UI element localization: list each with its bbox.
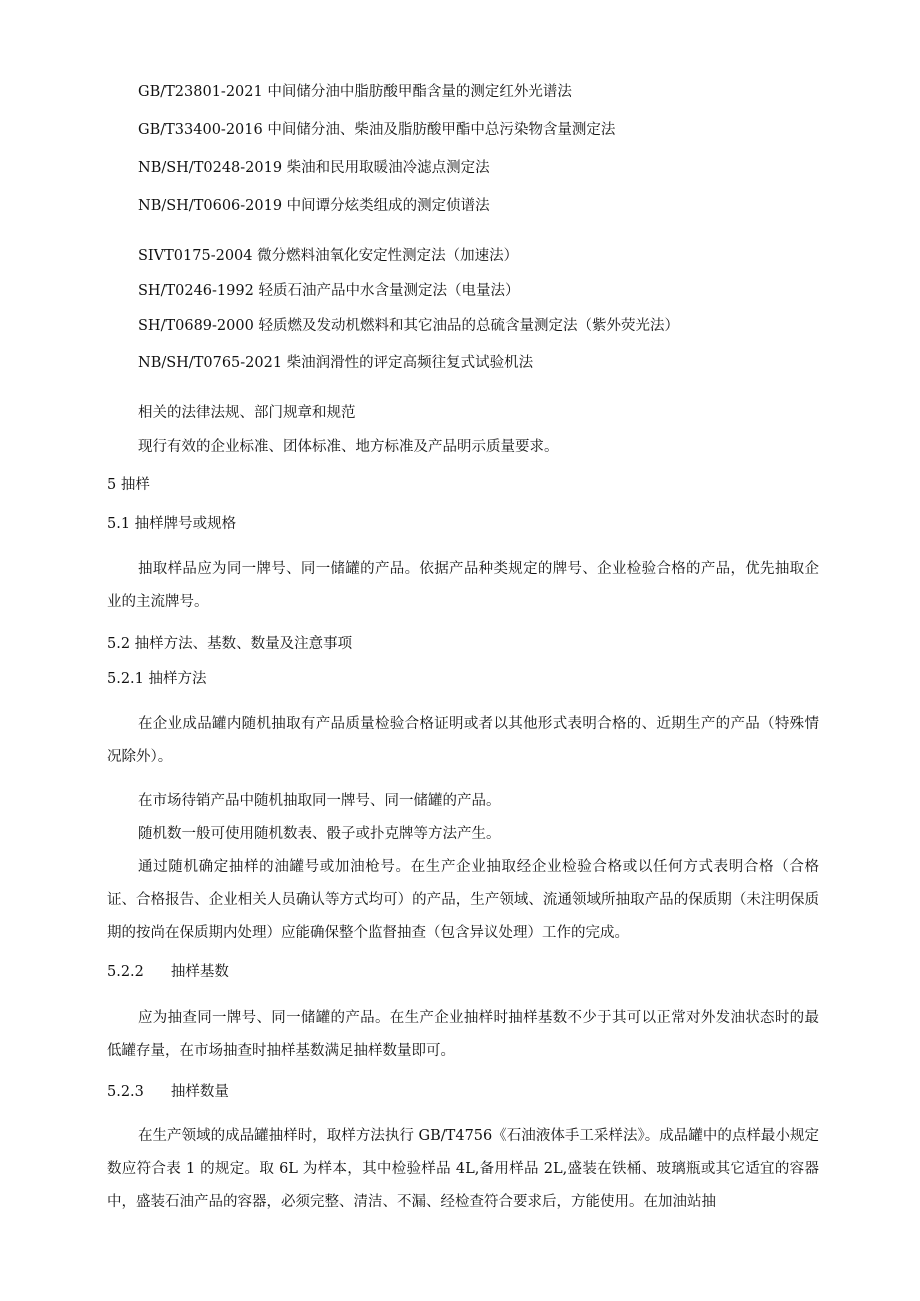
section-5-2-title: 5.2 抽样方法、基数、数量及注意事项 (107, 636, 353, 652)
paragraph-text: 抽取样品应为同一牌号、同一储罐的产品。依据产品种类规定的牌号、企业检验合格的产品，优先抽取企业的主流牌号。 (107, 561, 819, 610)
section-5-2-2-paragraph (107, 1002, 819, 1068)
section-5-title: 5 抽样 (107, 477, 150, 493)
reference-standard: NB/SH/T0765-2021 柴油润滑性的评定高频往复式试验机法 (138, 355, 534, 371)
paragraph-text: 随机数一般可使用随机数表、骰子或扑克牌等方法产生。 (138, 826, 501, 842)
reference-standard: NB/SH/T0248-2019 柴油和民用取暖油冷滤点测定法 (138, 160, 490, 176)
section-5-2-1-title: 5.2.1 抽样方法 (107, 671, 207, 687)
reference-standard: SH/T0689-2000 轻质燃及发动机燃料和其它油品的总硫含量测定法（紫外荧光法） (138, 318, 679, 334)
section-heading: 抽样基数 (170, 964, 229, 980)
reference-standard: GB/T23801-2021 中间储分油中脂肪酸甲酯含量的测定红外光谱法 (138, 84, 572, 100)
laws-line: 相关的法律法规、部门规章和规范 (138, 405, 356, 421)
paragraph-text: 在企业成品罐内随机抽取有产品质量检验合格证明或者以其他形式表明合格的、近期生产的产品（特殊情况除外）。 (107, 716, 819, 765)
section-5-2-2-title (107, 960, 229, 981)
paragraph-text: 应为抽查同一牌号、同一储罐的产品。在生产企业抽样时抽样基数不少于其可以正常对外发油状态时的最低罐存量，在市场抽查时抽样基数满足抽样数量即可。 (107, 1010, 819, 1059)
paragraph-text: 在生产领域的成品罐抽样时，取样方法执行 GB/T4756《石油液体手工采样法》。成品罐中的点样最小规定数应符合表 1 的规定。取 6L 为样本，其中检验样品 4L,备用样品 2L,盛装在铁桶、玻璃瓶或其它适宜的容器中，盛装石油产品的容器，必须完整、清洁、不漏、经检查符合要求后，方能使用。在加油站抽 (107, 1128, 819, 1210)
reference-standard: NB/SH/T0606-2019 中间谭分炫类组成的测定侦谱法 (138, 198, 490, 214)
paragraph-text: 通过随机确定抽样的油罐号或加油枪号。在生产企业抽取经企业检验合格或以任何方式表明合格（合格证、合格报告、企业相关人员确认等方式均可）的产品，生产领域、流通领域所抽取产品的保质期（未注明保质期的按尚在保质期内处理）应能确保整个监督抽查（包含异议处理）工作的完成。 (107, 859, 819, 941)
section-5-2-3-paragraph (107, 1120, 819, 1219)
reference-standard: GB/T33400-2016 中间储分油、柴油及脂肪酸甲酯中总污染物含量测定法 (138, 122, 616, 138)
section-5-2-1-paragraph (107, 818, 819, 851)
section-5-2-1-paragraph (107, 708, 819, 774)
section-heading: 抽样数量 (170, 1084, 229, 1100)
section-5-2-1-paragraph (107, 785, 819, 818)
section-5-2-1-paragraph (107, 851, 819, 950)
section-5-1-title: 5.1 抽样牌号或规格 (107, 516, 237, 532)
reference-standard: SH/T0246-1992 轻质石油产品中水含量测定法（电量法） (138, 283, 520, 299)
section-5-1-paragraph (107, 553, 819, 619)
standards-line: 现行有效的企业标准、团体标准、地方标准及产品明示质量要求。 (138, 439, 559, 455)
section-number: 5.2.2 (107, 964, 144, 980)
section-5-2-3-title (107, 1080, 229, 1101)
paragraph-text: 在市场待销产品中随机抽取同一牌号、同一储罐的产品。 (138, 793, 501, 809)
reference-standard: SIVT0175-2004 微分燃料油氧化安定性测定法（加速法） (138, 248, 519, 264)
section-number: 5.2.3 (107, 1084, 144, 1100)
